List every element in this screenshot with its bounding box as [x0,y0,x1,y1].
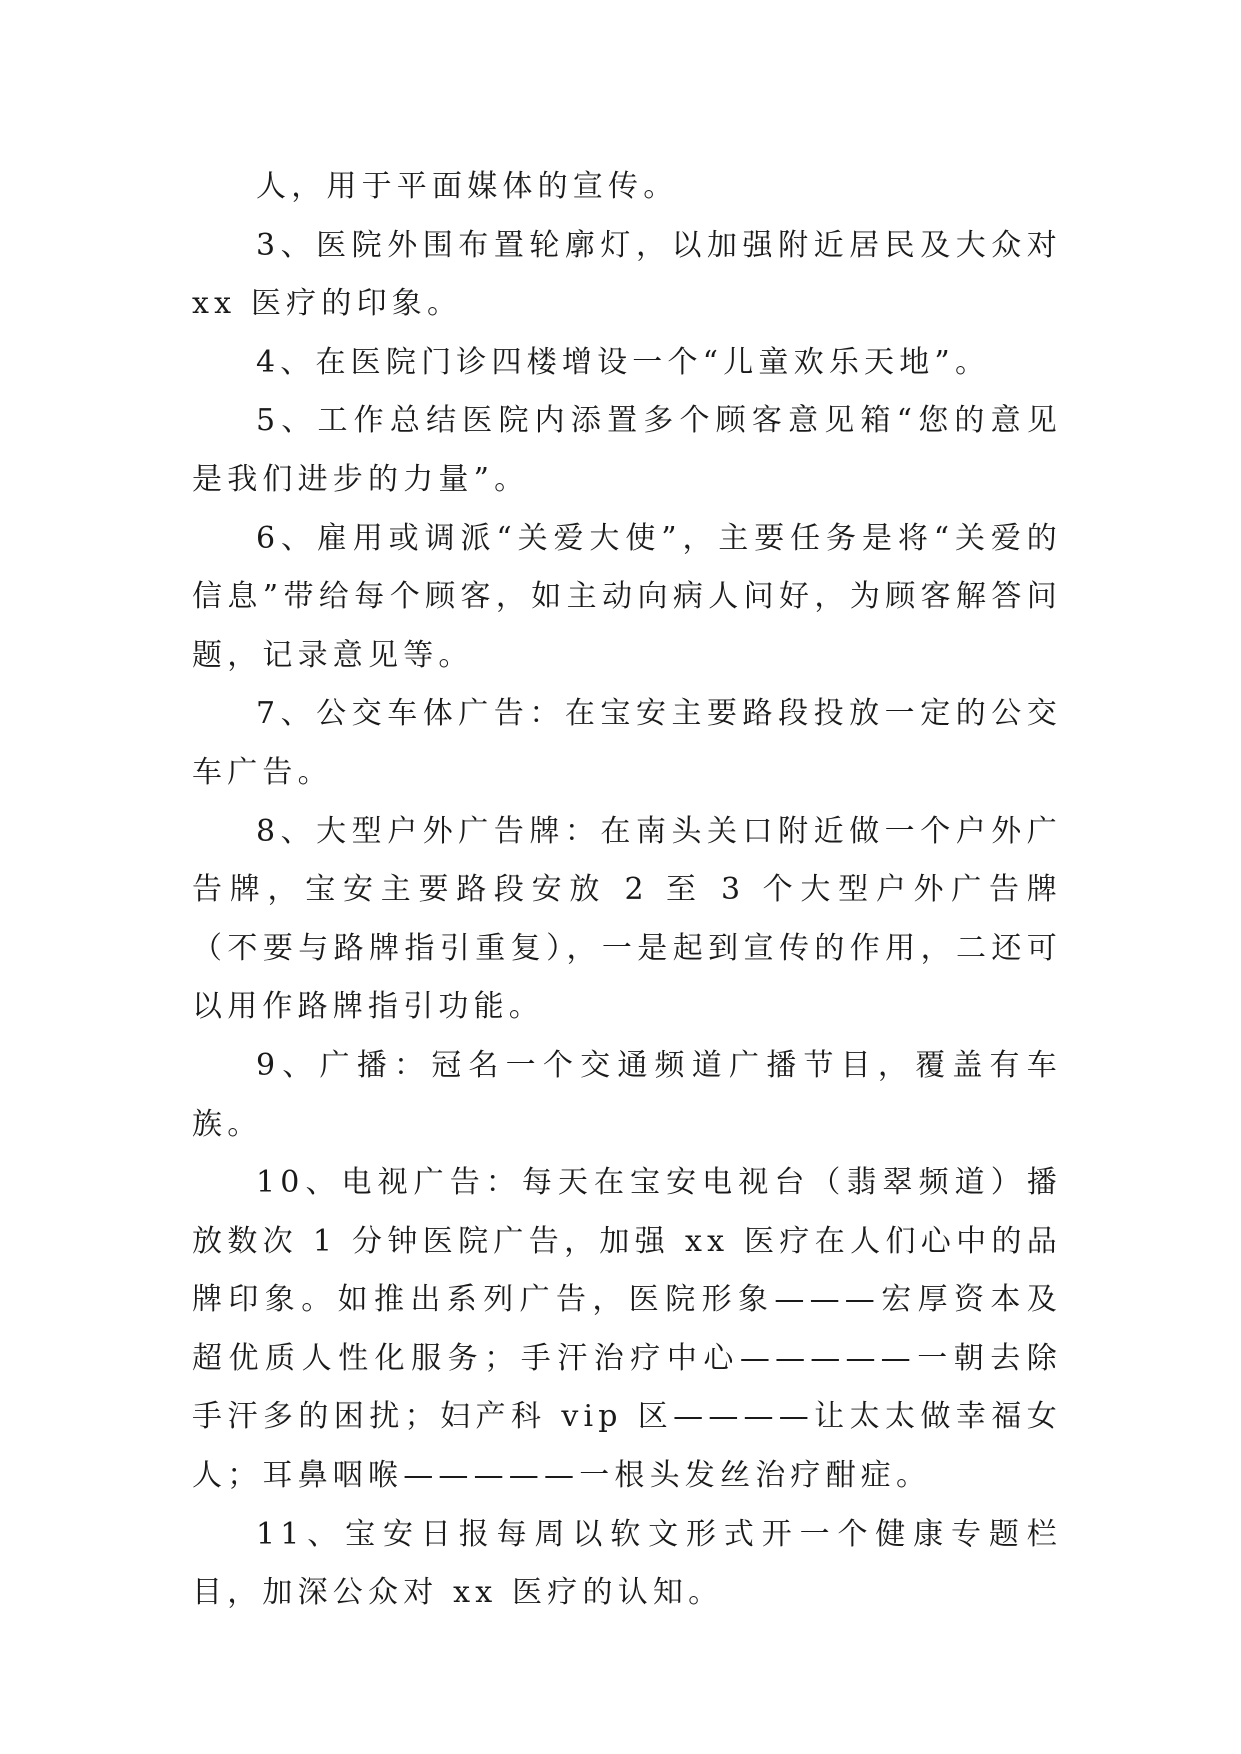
paragraph-item-7: 7、公交车体广告：在宝安主要路段投放一定的公交车广告。 [192,696,1062,790]
paragraph-item-3: 3、医院外围布置轮廓灯，以加强附近居民及大众对 xx 医疗的印象。 [192,227,1062,322]
paragraph-item-5: 5、工作总结医院内添置多个顾客意见箱“您的意见是我们进步的力量”。 [192,403,1062,497]
paragraph-item-6: 6、雇用或调派“关爱大使”，主要任务是将“关爱的信息”带给每个顾客，如主动向病人问好，为顾客解答问题，记录意见等。 [192,520,1062,673]
document-body [192,158,1062,1623]
paragraph-item-10: 10、电视广告：每天在宝安电视台（翡翠频道）播放数次 1 分钟医院广告，加强 xx 医疗在人们心中的品牌印象。如推出系列广告，医院形象———宏厚资本及超优质人性化服务；手汗治疗中心—————一朝去除手汗多的困扰；妇产科 vip 区————让太太做幸福女人；耳鼻咽喉—————一根头发丝治疗酣症。 [192,1165,1062,1494]
paragraph-continued: 人，用于平面媒体的宣传。 [256,169,679,204]
paragraph-item-11: 11、宝安日报每周以软文形式开一个健康专题栏目，加深公众对 xx 医疗的认知。 [192,1516,1062,1611]
paragraph-item-8: 8、大型户外广告牌：在南头关口附近做一个户外广告牌，宝安主要路段安放 2 至 3 个大型户外广告牌（不要与路牌指引重复），一是起到宣传的作用，二还可以用作路牌指引功能。 [192,813,1062,1025]
paragraph-item-9: 9、广播：冠名一个交通频道广播节目，覆盖有车族。 [192,1047,1062,1142]
paragraph-item-4: 4、在医院门诊四楼增设一个“儿童欢乐天地”。 [256,344,991,380]
